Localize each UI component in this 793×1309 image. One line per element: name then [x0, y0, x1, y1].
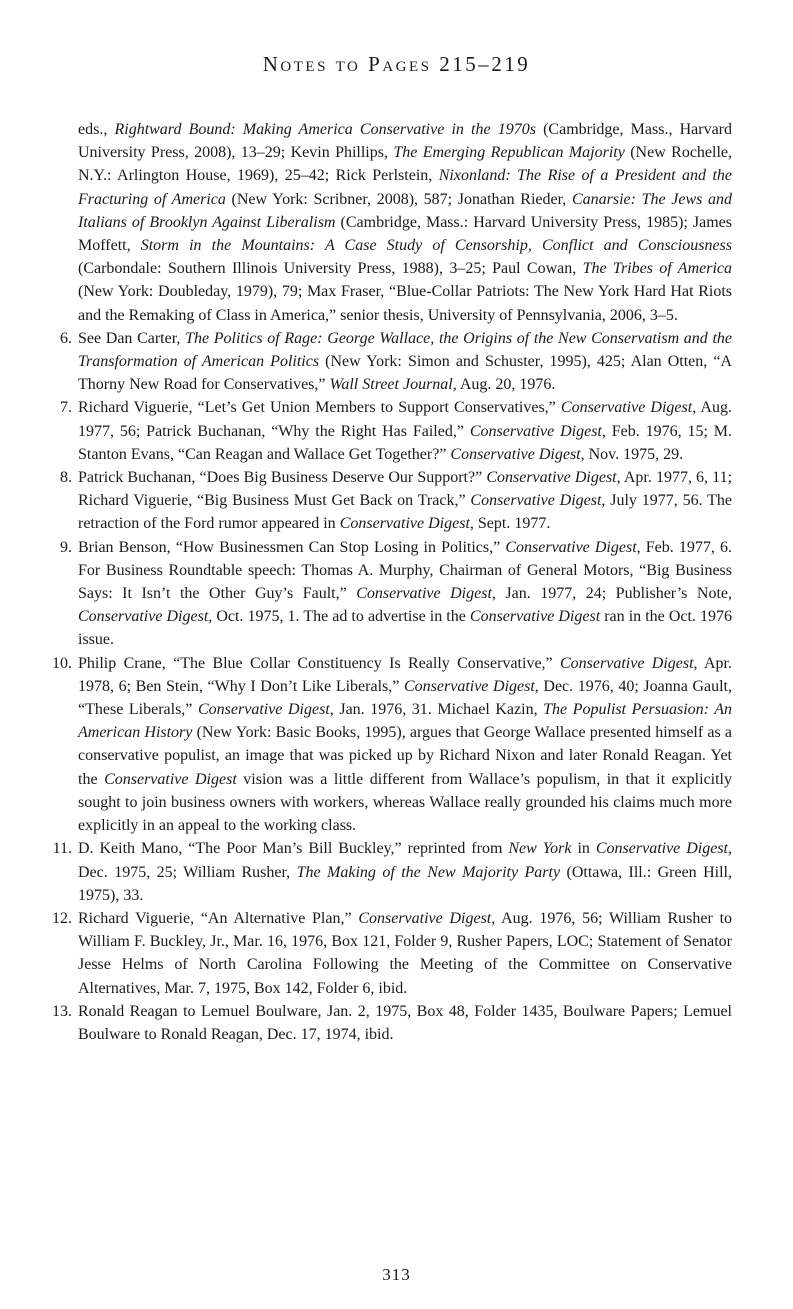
italic-title: Conservative Digest	[469, 608, 601, 626]
citation-text: Brian Benson, “How Businessmen Can Stop Losing in Politics,”	[78, 538, 506, 556]
page-number: 313	[382, 1265, 411, 1284]
endnote-number: 11.	[52, 840, 72, 858]
endnote	[40, 536, 732, 652]
citation-text: , Aug. 1977, 56; Patrick Buchanan, “Why the Right Has Failed,”	[78, 399, 732, 440]
endnote-text	[78, 652, 732, 838]
endnote	[40, 907, 732, 1000]
endnote-text	[78, 837, 732, 907]
endnotes-list	[40, 118, 732, 1046]
citation-text: , Jan. 1977, 24; Publisher’s Note,	[491, 585, 732, 603]
endnote	[40, 466, 732, 536]
endnote-number	[40, 118, 78, 327]
citation-text: , Nov. 1975, 29.	[580, 445, 684, 463]
citation-text: ran in the Oct. 1976 issue.	[78, 608, 732, 649]
endnote-text	[78, 118, 732, 327]
citation-text: (New York: Simon and Schuster, 1995), 425; Alan Otten, “A Thorny New Road for Conservatives,”	[78, 353, 733, 394]
italic-title: Conservative Digest	[470, 492, 602, 510]
endnote-text	[78, 327, 732, 397]
citation-text: , Feb. 1976, 15; M. Stanton Evans, “Can Reagan and Wallace Get Together?”	[78, 422, 733, 463]
italic-title: Conservative Digest	[197, 701, 330, 719]
italic-title: Conservative Digest	[78, 608, 209, 626]
italic-title: Conservative Digest	[104, 770, 237, 788]
citation-text: , Apr. 1977, 6, 11; Richard Viguerie, “Big Business Must Get Back on Track,”	[78, 469, 733, 510]
italic-title: The Emerging Republican Majority	[393, 144, 625, 162]
italic-title: Conservative Digest	[469, 422, 602, 440]
endnote-number: 10.	[52, 654, 72, 672]
endnote-number: 8.	[60, 469, 72, 487]
endnote	[40, 396, 732, 466]
italic-title: The Populist Persuasion: An American History	[78, 701, 733, 742]
endnote-number: 13.	[52, 1002, 72, 1020]
endnote-text	[78, 466, 732, 536]
italic-title: Conservative Digest	[505, 538, 637, 556]
italic-title: Rightward Bound: Making America Conservative in the 1970s	[114, 121, 536, 138]
italic-title: Canarsie: The Jews and Italians of Brooklyn Against Liberalism	[78, 190, 732, 231]
citation-text: , Apr. 1978, 6; Ben Stein, “Why I Don’t Like Liberals,”	[78, 654, 733, 695]
endnote	[40, 118, 732, 327]
endnote	[40, 837, 732, 907]
citation-text: , Feb. 1977, 6. For Business Roundtable speech: Thomas A. Murphy, Chairman of General Motors, “Big Business Says: It Isn’t the Other Guy’s Fault,”	[78, 538, 732, 603]
citation-text: Ronald Reagan to Lemuel Boulware, Jan. 2, 1975, Box 48, Folder 1435, Boulware Papers; Lemuel Boulware to Ronald Reagan, Dec. 17, 1974, ibid.	[78, 1002, 732, 1043]
citation-text: (New Rochelle, N.Y.: Arlington House, 1969), 25–42; Rick Perlstein,	[78, 144, 733, 185]
citation-text: Richard Viguerie, “An Alternative Plan,”	[78, 909, 359, 927]
citation-text: D. Keith Mano, “The Poor Man’s Bill Buckley,” reprinted from	[78, 840, 509, 858]
italic-title: Nixonland: The Rise of a President and the Fracturing of America	[78, 167, 732, 208]
citation-text: , Dec. 1975, 25; William Rusher,	[78, 840, 733, 881]
endnote	[40, 327, 732, 397]
endnote-number: 7.	[60, 399, 72, 417]
italic-title: The Politics of Rage: George Wallace, the Origins of the New Conservatism and the Transformation of American Politics	[78, 329, 733, 371]
endnote-text	[78, 536, 732, 652]
italic-title: The Making of the New Majority Party	[296, 863, 561, 881]
citation-text: Philip Crane, “The Blue Collar Constituency Is Really Conservative,”	[78, 654, 560, 672]
italic-title: Wall Street Journal	[329, 376, 453, 394]
citation-text: (Carbondale: Southern Illinois University Press, 1988), 3–25; Paul Cowan,	[78, 260, 583, 278]
citation-text: , Dec. 1976, 40; Joanna Gault, “These Liberals,”	[78, 677, 733, 719]
italic-title: Conservative Digest	[560, 399, 693, 417]
endnote-number: 9.	[60, 538, 72, 556]
citation-text: , Aug. 1976, 56; William Rusher to William F. Buckley, Jr., Mar. 16, 1976, Box 121, Folder 9, Rusher Papers, LOC; Statement of Senator Jesse Helms of North Carolina Following the Meeting of the Committee on Conservative Alternatives, Mar. 7, 1975, Box 142, Folder 6, ibid.	[78, 909, 733, 997]
citation-text: (New York: Scribner, 2008), 587; Jonathan Rieder,	[225, 190, 572, 208]
endnote-text	[78, 1000, 732, 1046]
citation-text: , Aug. 20, 1976.	[452, 376, 556, 394]
citation-text: vision was a little different from Wallace’s populism, in that it explicitly sought to join business owners with workers, whereas Wallace really grounded his claims much more explicitly in an appeal to the working class.	[78, 770, 732, 835]
italic-title: Conservative Digest	[560, 654, 694, 672]
italic-title: Conservative Digest	[403, 677, 535, 695]
citation-text: (Ottawa, Ill.: Green Hill, 1975), 33.	[78, 863, 733, 904]
citation-text: , Jan. 1976, 31. Michael Kazin,	[329, 701, 544, 719]
running-header: Notes to Pages 215–219	[262, 52, 531, 76]
citation-text: (Cambridge, Mass., Harvard University Press, 2008), 13–29; Kevin Phillips,	[78, 121, 732, 162]
italic-title: The Tribes of America	[582, 260, 732, 278]
citation-text: in	[571, 840, 596, 858]
citation-text: , Sept. 1977.	[469, 515, 551, 533]
endnote	[40, 652, 732, 838]
citation-text: (New York: Doubleday, 1979), 79; Max Fraser, “Blue-Collar Patriots: The New York Hard Hat Riots and the Remaking of Class in America,” senior thesis, University of Pennsylvania, 2006, 3–5.	[78, 283, 732, 324]
italic-title: Storm in the Mountains: A Case Study of Censorship, Conflict and Consciousness	[140, 237, 732, 255]
citation-text: See Dan Carter,	[78, 329, 186, 347]
italic-title: Conservative Digest	[356, 585, 492, 603]
citation-text: , Oct. 1975, 1. The ad to advertise in the	[208, 608, 470, 626]
citation-text: , July 1977, 56. The retraction of the Ford rumor appeared in	[78, 492, 732, 533]
endnote-text	[78, 396, 732, 466]
italic-title: Conservative Digest	[486, 469, 617, 487]
italic-title: Conservative Digest	[595, 840, 729, 858]
endnote-text	[78, 907, 732, 1000]
endnote-number: 6.	[60, 329, 72, 347]
italic-title: Conservative Digest	[339, 515, 470, 533]
citation-text: Richard Viguerie, “Let’s Get Union Members to Support Conservatives,”	[78, 399, 561, 417]
italic-title: New York	[508, 840, 572, 858]
italic-title: Conservative Digest	[358, 909, 492, 927]
endnote-number: 12.	[52, 909, 72, 927]
italic-title: Conservative Digest	[450, 445, 581, 463]
citation-text: eds.,	[78, 121, 115, 138]
citation-text: Patrick Buchanan, “Does Big Business Deserve Our Support?”	[78, 469, 487, 487]
endnote	[40, 1000, 732, 1046]
citation-text: (Cambridge, Mass.: Harvard University Press, 1985); James Moffett,	[78, 213, 732, 255]
citation-text: (New York: Basic Books, 1995), argues that George Wallace presented himself as a conservative populist, an image that was picked up by Richard Nixon and later Ronald Reagan. Yet the	[78, 724, 732, 788]
